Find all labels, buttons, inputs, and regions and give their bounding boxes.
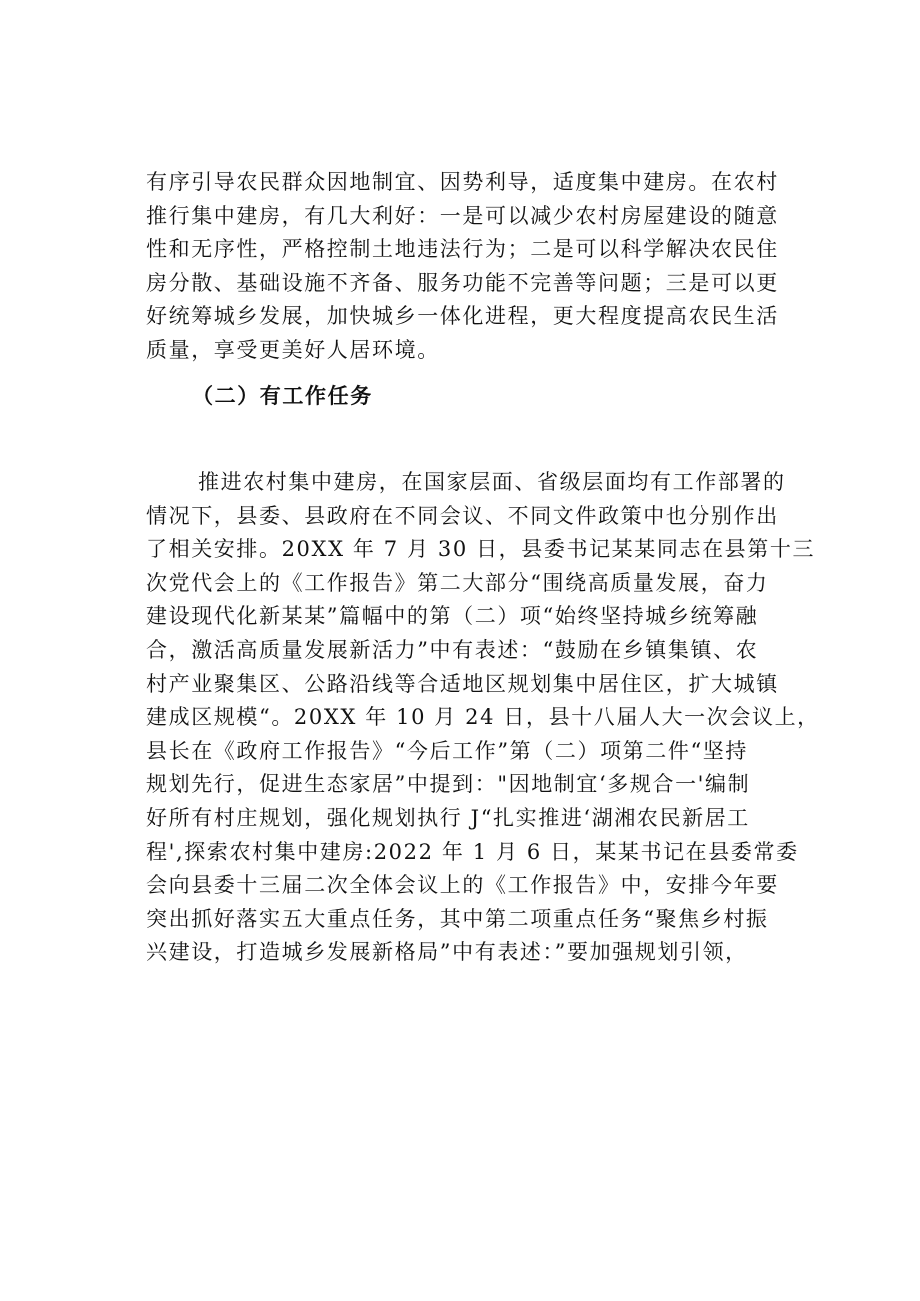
paragraph-2-line-6: 合，激活高质量发展新活力”中有表述：“鼓励在乡镇集镇、农: [146, 638, 759, 662]
paragraph-1-line-1: 有序引导农民群众因地制宜、因势利导，适度集中建房。在农村: [146, 170, 779, 194]
paragraph-2-line-2: 情况下，县委、县政府在不同会议、不同文件政策中也分别作出: [146, 504, 779, 528]
paragraph-1-line-2: 推行集中建房，有几大利好：一是可以减少农村房屋建设的随意: [146, 204, 779, 228]
paragraph-1-line-4: 房分散、基础设施不齐备、服务功能不完善等问题；三是可以更: [146, 271, 779, 295]
paragraph-2-line-1: 推进农村集中建房，在国家层面、省级层面均有工作部署的: [198, 470, 786, 494]
paragraph-2-line-12: 程',探索农村集中建房:2022 年 1 月 6 日，某某书记在县委常委: [146, 840, 799, 864]
paragraph-2-line-14: 突出抓好落实五大重点任务，其中第二项重点任务“聚焦乡村振: [146, 907, 769, 931]
paragraph-1-line-6: 质量，享受更美好人居环境。: [146, 338, 440, 362]
paragraph-2-line-11: 好所有村庄规划，强化规划执行 J“扎实推进‘湖湘农民新居工: [146, 806, 750, 830]
paragraph-2-line-3: 了相关安排。20XX 年 7 月 30 日，县委书记某某同志在县第十三: [146, 537, 816, 561]
paragraph-2-line-15: 兴建设，打造城乡发展新格局”中有表述：”要加强规划引领，: [146, 940, 748, 964]
paragraph-2-line-10: 规划先行，促进生态家居”中提到："因地制宜‘多规合一'编制: [146, 772, 751, 796]
paragraph-2-line-9: 县长在《政府工作报告》“今后工作”第（二）项第二件“坚持: [146, 739, 749, 763]
paragraph-2-line-13: 会向县委十三届二次全体会议上的《工作报告》中，安排今年要: [146, 873, 779, 897]
paragraph-2-line-4: 次党代会上的《工作报告》第二大部分“围绕高质量发展，奋力: [146, 571, 769, 595]
paragraph-1-line-3: 性和无序性，严格控制土地违法行为；二是可以科学解决农民住: [146, 237, 779, 261]
paragraph-1-line-5: 好统筹城乡发展，加快城乡一体化进程，更大程度提高农民生活: [146, 304, 779, 328]
section-heading: （二）有工作任务: [192, 383, 373, 408]
paragraph-2-line-5: 建设现代化新某某”篇幅中的第（二）项“始终坚持城乡统筹融: [146, 604, 759, 628]
paragraph-2-line-8: 建成区规模“。20XX 年 10 月 24 日，县十八届人大一次会议上，: [146, 705, 820, 729]
paragraph-2-line-7: 村产业聚集区、公路沿线等合适地区规划集中居住区，扩大城镇: [146, 672, 779, 696]
